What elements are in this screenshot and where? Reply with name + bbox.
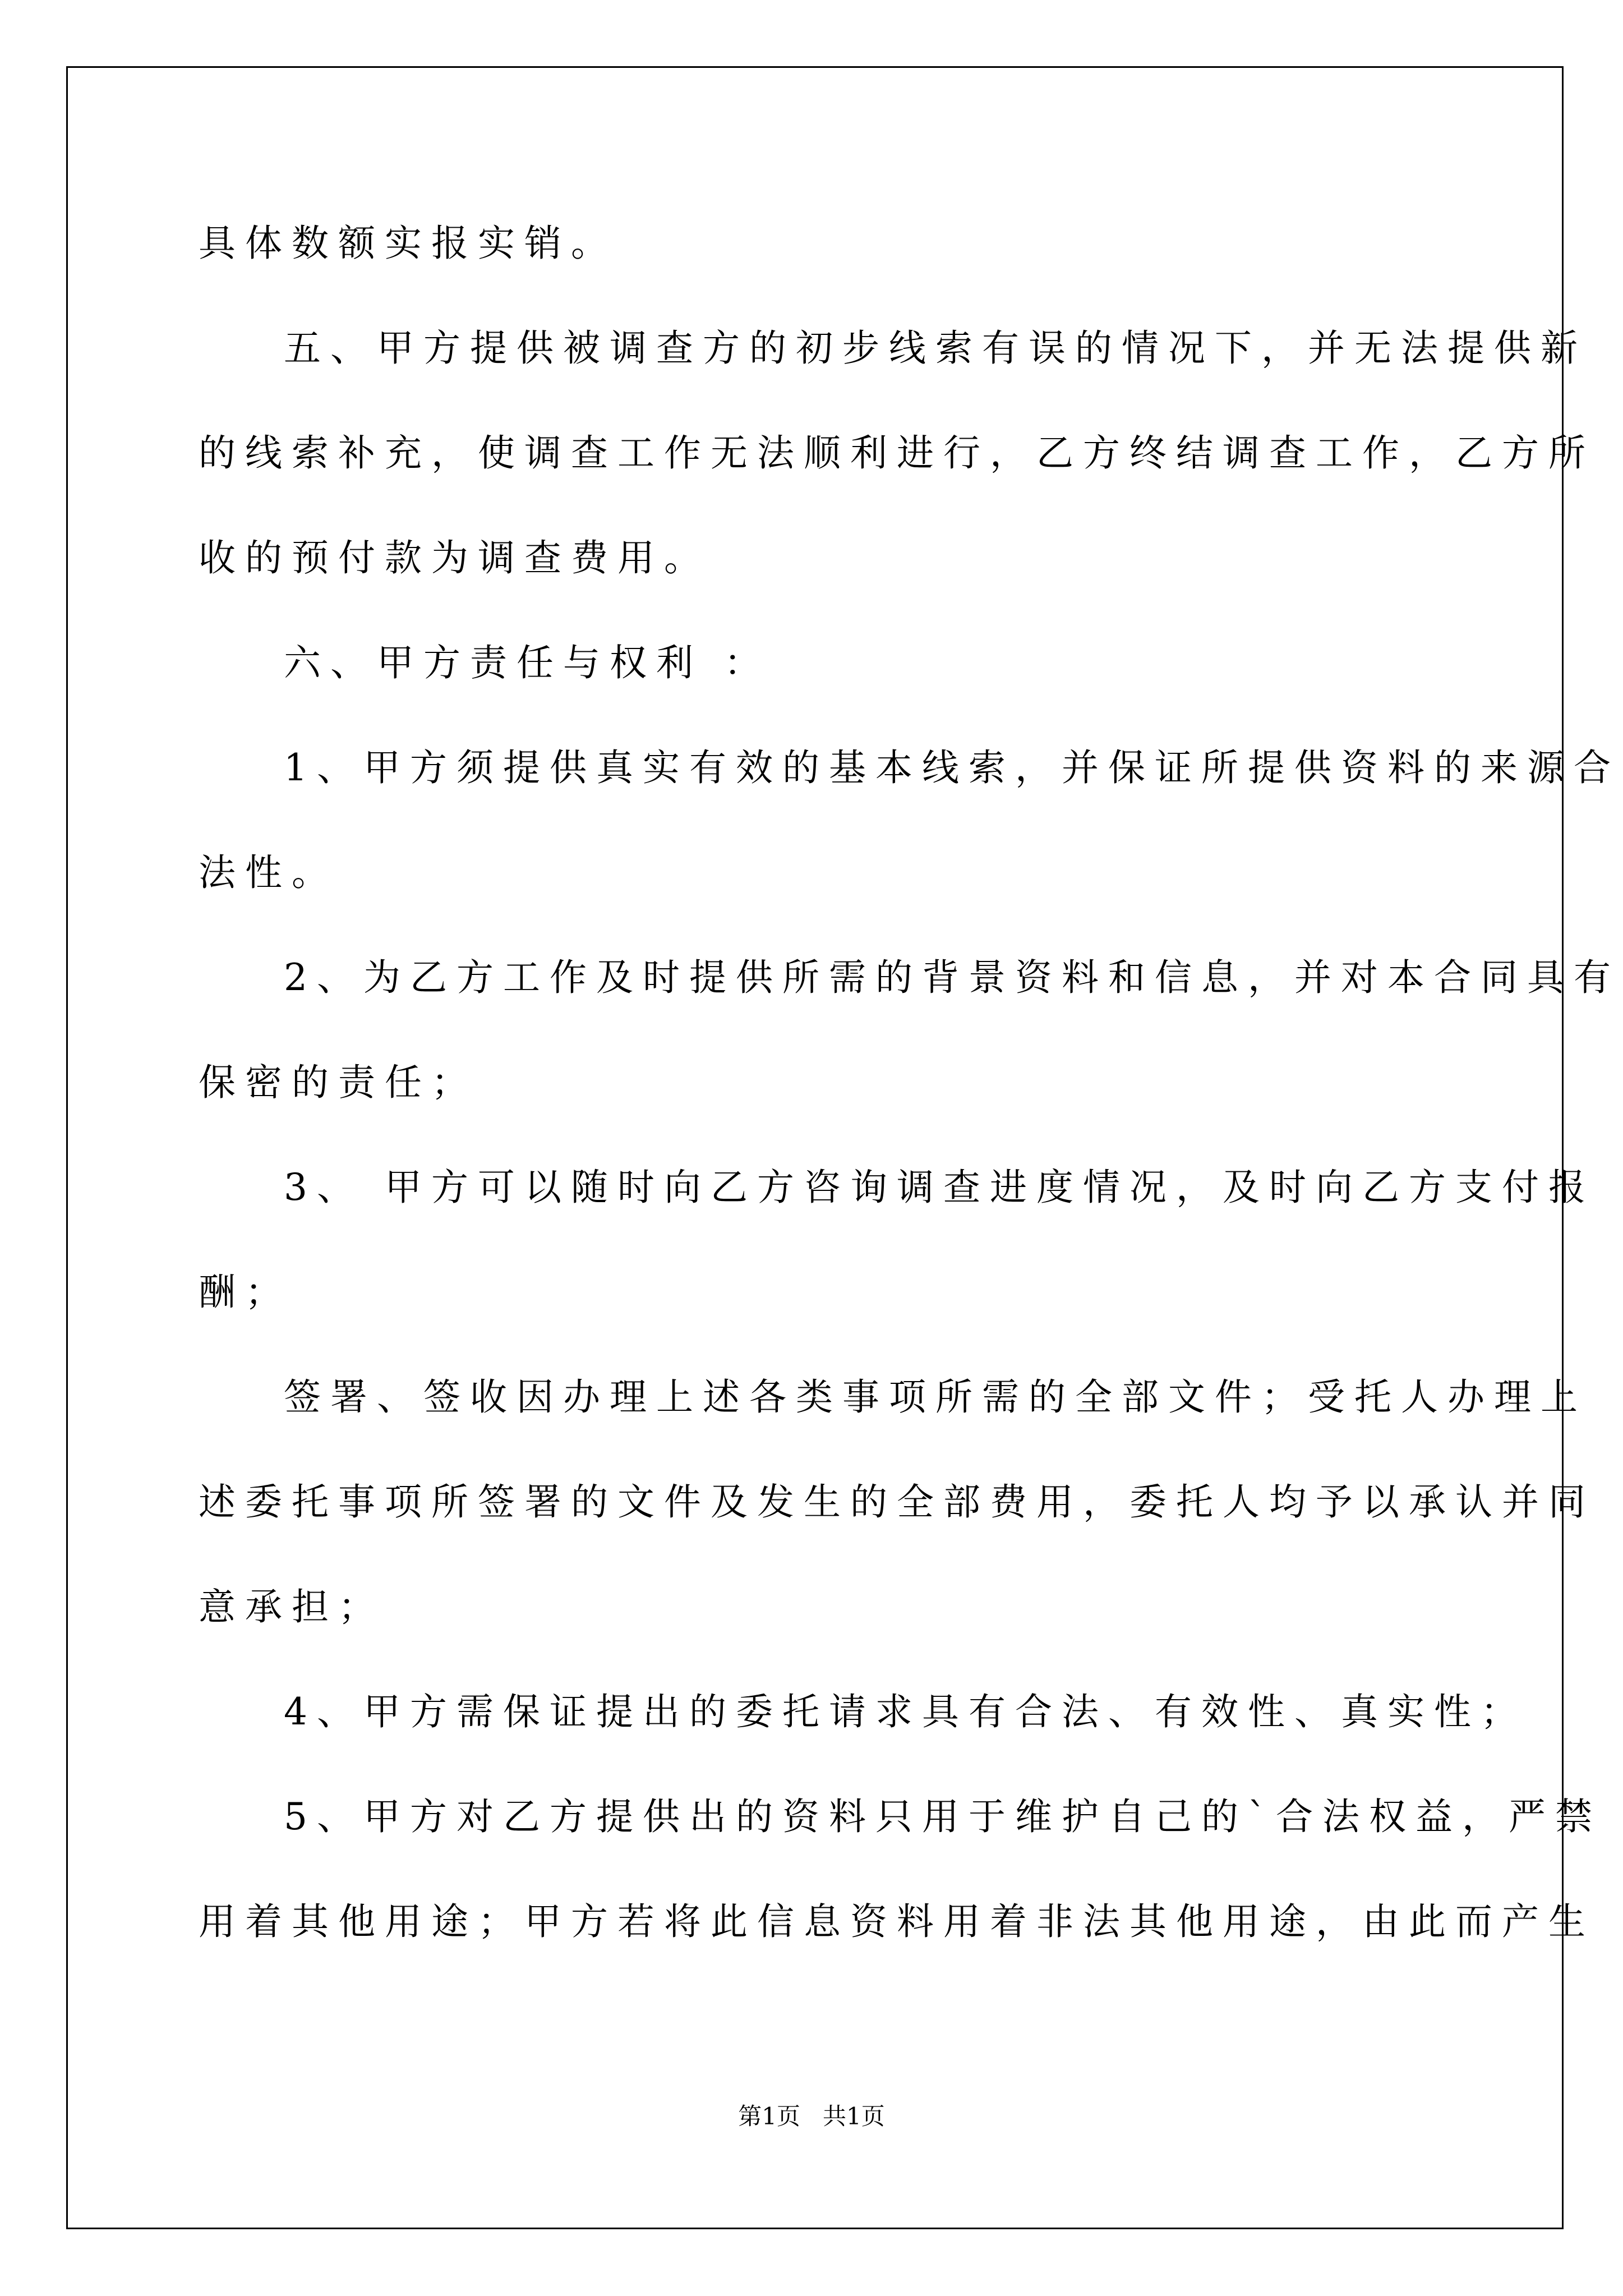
- document-body: [199, 191, 1620, 1974]
- text-line: 酬；: [199, 1271, 292, 1314]
- text-line: 述委托事项所签署的文件及发生的全部费用，委托人均予以承认并同: [199, 1480, 1595, 1524]
- text-line: 意承担；: [199, 1585, 385, 1628]
- text-line: 4、甲方需保证提出的委托请求具有合法、有效性、真实性；: [284, 1690, 1527, 1733]
- text-line: 具体数额实报实销。: [199, 222, 617, 265]
- text-line: 保密的责任；: [199, 1061, 478, 1104]
- text-line: 的线索补充，使调查工作无法顺利进行，乙方终结调查工作，乙方所: [199, 431, 1595, 475]
- text-line: 六、甲方责任与权利 ：: [284, 641, 771, 684]
- text-line: 收的预付款为调查费用。: [199, 536, 711, 579]
- page-number-footer: 第1页 共1页: [738, 2102, 885, 2130]
- text-line: 1、甲方须提供真实有效的基本线索，并保证所提供资料的来源合: [284, 746, 1620, 789]
- text-line: 2、为乙方工作及时提供所需的背景资料和信息，并对本合同具有: [284, 956, 1620, 999]
- text-line: 法性。: [199, 851, 338, 894]
- text-line: 5、甲方对乙方提供出的资料只用于维护自己的`合法权益，严禁: [284, 1795, 1602, 1838]
- text-line: 五、甲方提供被调查方的初步线索有误的情况下，并无法提供新: [284, 326, 1587, 370]
- text-line: 签署、签收因办理上述各类事项所需的全部文件；受托人办理上: [284, 1375, 1587, 1419]
- text-line: 3、 甲方可以随时向乙方咨询调查进度情况，及时向乙方支付报: [284, 1166, 1595, 1209]
- text-line: 用着其他用途；甲方若将此信息资料用着非法其他用途，由此而产生: [199, 1900, 1595, 1943]
